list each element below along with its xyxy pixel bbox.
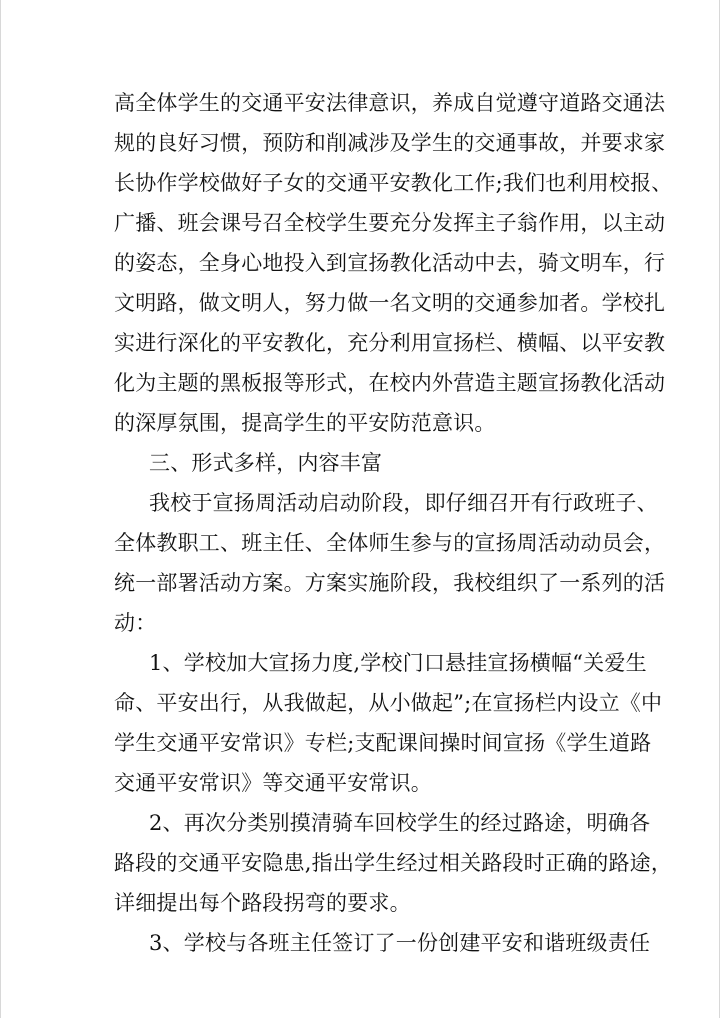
text-line: 学生交通平安常识》专栏;支配课间操时间宣扬《学生道路 (114, 731, 652, 755)
text-line: 规的良好习惯，预防和削减涉及学生的交通事故，并要求家 (114, 131, 666, 155)
text-line: 广播、班会课号召全校学生要充分发挥主子翁作用，以主动 (114, 211, 666, 235)
text-line: 2、再次分类别摸清骑车回校学生的经过路途，明确各 (149, 811, 651, 835)
text-line: 命、平安出行，从我做起，从小做起”;在宣扬栏内设立《中 (114, 691, 663, 715)
text-line: 统一部署活动方案。方案实施阶段，我校组织了一系列的活 (114, 571, 666, 595)
text-line: 高全体学生的交通平安法律意识，养成自觉遵守道路交通法 (114, 91, 666, 115)
text-line: 的深厚氛围，提高学生的平安防范意识。 (114, 411, 496, 435)
text-line: 全体教职工、班主任、全体师生参与的宣扬周活动动员会， (114, 531, 666, 555)
text-line: 3、学校与各班主任签订了一份创建平安和谐班级责任 (149, 931, 651, 955)
text-line: 1、学校加大宣扬力度,学校门口悬挂宣扬横幅“关爱生 (149, 651, 647, 675)
text-line: 动： (114, 611, 157, 635)
text-line: 交通平安常识》等交通平安常识。 (114, 771, 432, 795)
text-line: 的姿态，全身心地投入到宣扬教化活动中去，骑文明车，行 (114, 251, 666, 275)
section-heading: 三、形式多样，内容丰富 (149, 451, 383, 475)
text-line: 详细提出每个路段拐弯的要求。 (114, 891, 411, 915)
text-line: 文明路，做文明人，努力做一名文明的交通参加者。学校扎 (114, 291, 666, 315)
text-line: 实进行深化的平安教化，充分利用宣扬栏、横幅、以平安教 (114, 331, 666, 355)
text-line: 路段的交通平安隐患,指出学生经过相关路段时正确的路途， (114, 851, 673, 875)
text-line: 长协作学校做好子女的交通平安教化工作;我们也利用校报、 (114, 171, 673, 195)
text-line: 我校于宣扬周活动启动阶段，即仔细召开有行政班子、 (149, 491, 658, 515)
text-line: 化为主题的黑板报等形式，在校内外营造主题宣扬教化活动 (114, 371, 666, 395)
